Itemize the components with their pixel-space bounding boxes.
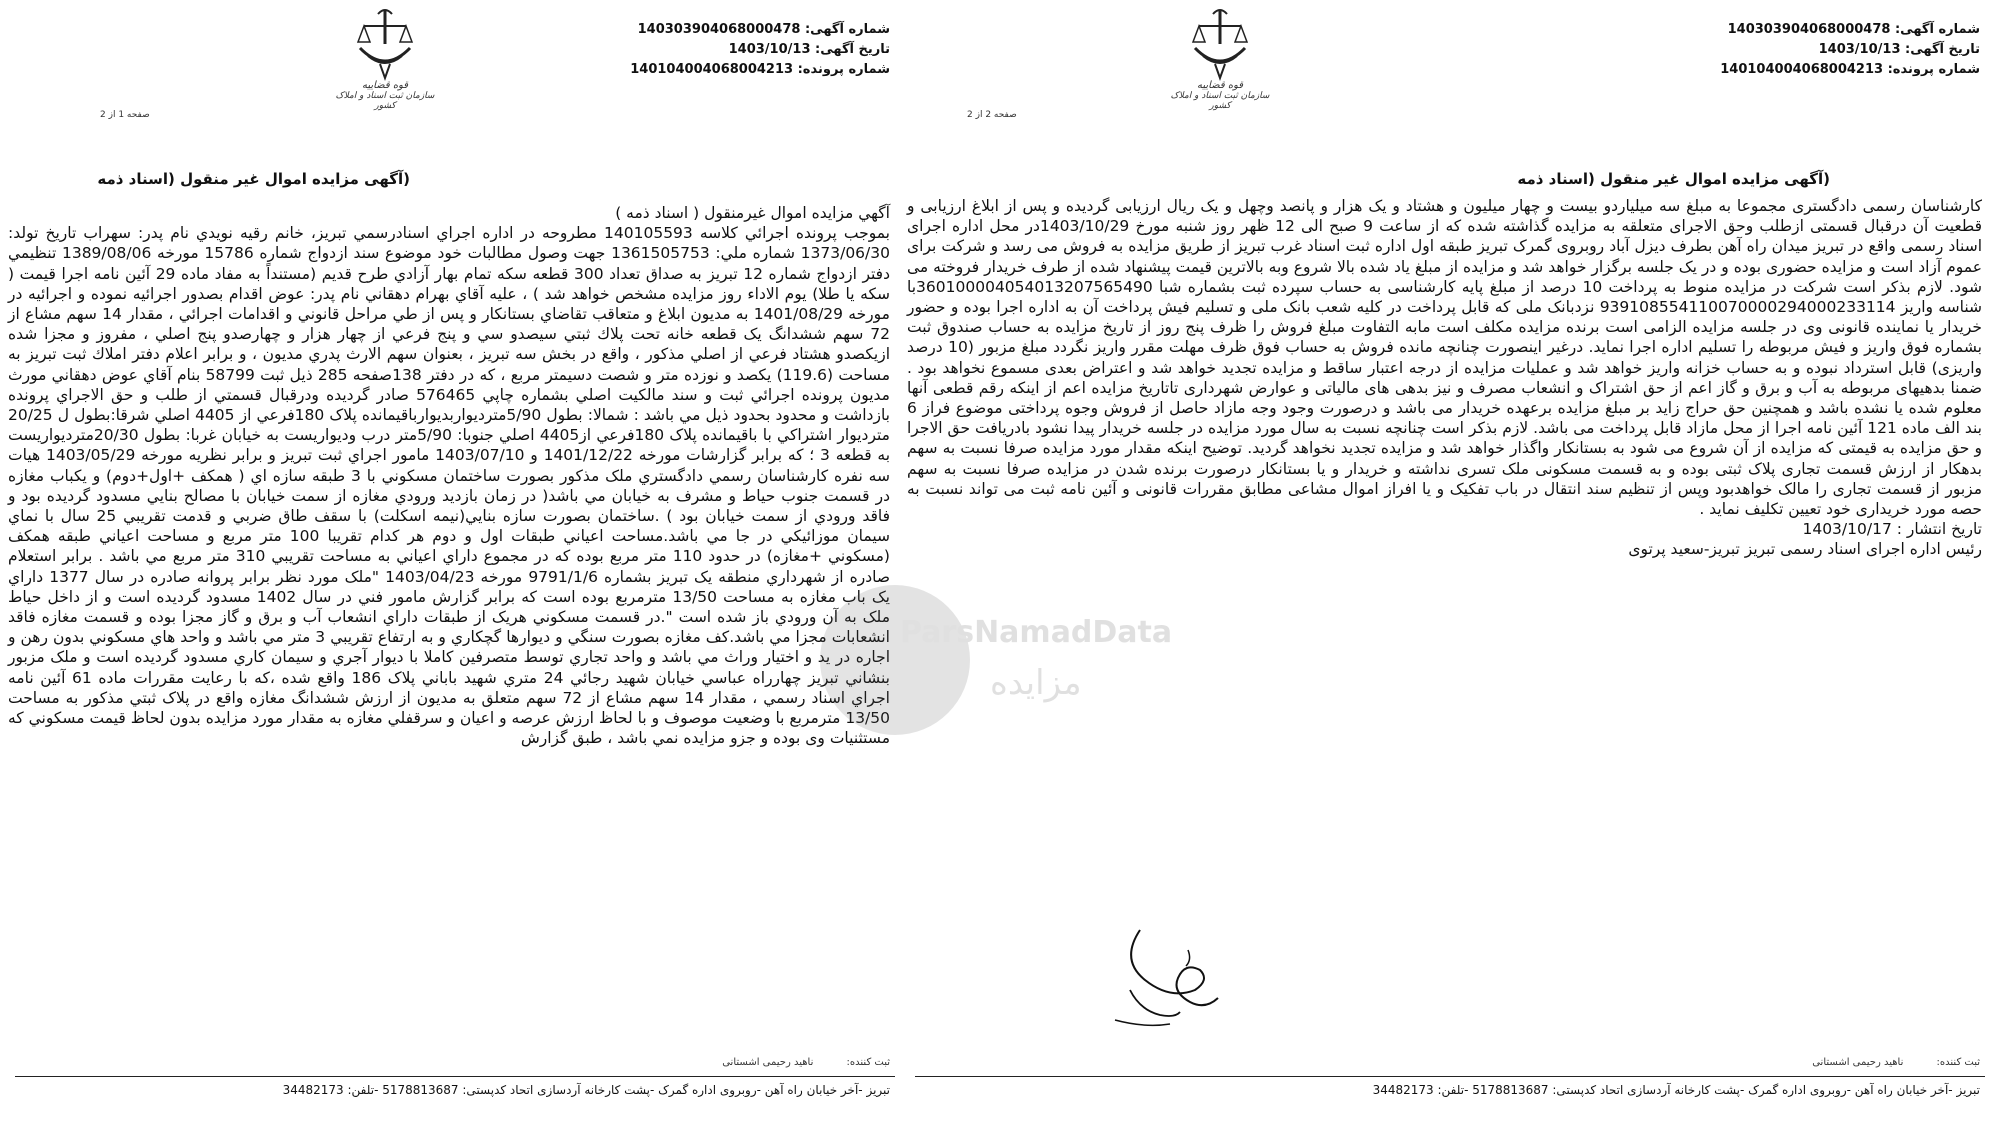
- recorder-labels: [1782, 1057, 1980, 1068]
- ad-number: 140303904068000478: [637, 22, 801, 37]
- ad-number-label: شماره آگهی:: [804, 22, 890, 37]
- ad-date-row: [630, 40, 890, 60]
- judiciary-emblem: [330, 4, 440, 111]
- footer-divider: [15, 1076, 895, 1077]
- body-paragraph: بموجب پرونده اجرائي كلاسه 140105593 مطروحه در اداره اجراي اسنادرسمي تبريز، خانم رقيه نويدي نام پدر: سهراب تاريخ تولد: 1373/06/30 شماره ملي: 1361505753 جهت وصول مطالبات خود موضوع سند ازدواج شماره 15786 مورخه 1389/08/06 تنظيمي دفتر ازدواج شماره 12 تبريز به صداق تعداد 300 قطعه سكه تمام بهار آزادي طرح قديم (مستنداً به مفاد ماده 29 آئين نامه اجرا قيمت ( سكه يا طلا) يوم الاداء روز مزايده مشخص خواهد شد ) ، عليه آقاي بهرام دهقاني نام پدر: عوض اقدام بصدور اجرائيه نموده و اجرائيه در مورخه 1401/08/29 به مديون ابلاغ و متعاقب تقاضاي بستانكار و پس از طي مراحل قانوني و اقدامات اجرائي ، مقدار 14 سهم مشاع از 72 سهم ششدانگ يک قطعه خانه تحت پلاك ثبتي سيصدو سي و پنج فرعي از چهار هزار و چهارصدو پنج اصلي ، مفروز و مجزا شده ازيكصدو هشتاد فرعي از اصلي مذكور ، واقع در بخش سه تبريز ، بعنوان سهم الارث پدري مديون ، و برابر اعلام دفتر املاك ثبت تبريز به مساحت (119.6) يكصد و نوزده متر و شصت دسيمتر مربع ، كه در دفتر 138صفحه 285 ذيل ثبت 58799 بنام آقاي عوض دهقاني مورث مديون پرونده اجرائي ثبت و سند مالكيت اصلي بشماره چاپي 576465 صادر گرديده ودرقبال قسمتي از طلب و حق الاجراي پرونده بازداشت و محدود بحدود ذيل مي باشد : شمالا: بطول 5/90متردیواربديوارباقيمانده پلاک 180فرعي از 4405 اصلي شرقا:بطول ل 20/25 متردیوار اشتراکي با باقيمانده پلاک 180فرعي از4405 اصلي جنوبا: 5/90متر درب وديواريست به خيابان غربا: بطول 20/30متردیواريست به قطعه 3 ؛ كه برابر گزارشات مورخه 1401/12/22 و 1403/07/10 مامور اجراي ثبت تبريز و برابر نظريه مورخه 1403/05/29 هيات سه نفره كارشناسان رسمي دادگستري ملک مذكور بصورت ساختمان مسكوني با 3 طبقه سازه اي ( همكف +اول+دوم) و يكباب مغازه در قسمت جنوب حياط و مشرف به خيابان مي باشد( در زمان بازديد ورودي مغازه از سمت خيابان با مصالح بنايي مسدود گرديده بود و فاقد ورودي از سمت خيابان بود ) .ساختمان بصورت سازه بنايي(نيمه اسكلت) با سقف طاق ضربي و قدمت تقريبي 25 سال با نماي سيمان موزائيكي در جا مي باشد.مساحت اعياني طبقات اول و دوم هر كدام تقريبا 100 متر مربع و مساحت اعياني طبقه همكف (مسكوني +مغازه) در حدود 110 متر مربع بوده كه در مجموع داراي اعياني به مساحت تقريبي 310 متر مربع مي باشد . برابر استعلام صادره از شهرداري منطقه يک تبريز بشماره 9791/1/6 مورخه 1403/04/23 "ملک مورد نظر برابر پروانه صادره در سال 1377 داراي يک باب مغازه به مساحت 13/50 مترمربع بوده است كه برابر گزارش مامور فني در سال 1402 مسدود گرديده است و از داخل حياط ملک به آن ورودي باز شده است ".در قسمت مسكوني هريک از طبقات داراي انشعاب آب و برق و گاز مجزا بوده و قسمت مغازه فاقد انشعابات مجزا مي باشد.كف مغازه بصورت سنگي و ديوارها گچكاري و به ارتفاع تقريبي 3 متر مي باشد و واحد هاي مسكوني بدون رهن و اجاره در يد و اختيار وراث مي باشد و واحد تجاري توسط متصرفين كاملا با ديوار آجري و سيمان كاري مسدود گرديده است و ملک مزبور بنشاني تبريز چهارراه عباسي خيابان شهيد رجائي 24 متري شهيد باباني پلاک 186 واقع شده ،كه با رعايت مقررات ماده 61 آئين نامه اجراي اسناد رسمي ، مقدار 14 سهم مشاع از 72 سهم متعلق به مديون از ارزش ششدانگ مغازه واقع در پلاک ثبتي مذكور به مساحت 13/50 مترمربع با وضعيت موصوف و با لحاظ ارزش عرصه و اعيان و سرقفلي مغازه به مقدار مورد مزايده بدون لحاظ قيمت مسكوني كه مستثنيات وی بوده و جزو مزايده نمي باشد ، طبق گزارش: [8, 224, 891, 748]
- footer-address: تبریز -آخر خیابان راه آهن -روبروی اداره گمرک -پشت کارخانه آردسازی اتحاد کدپستی: 5178813687 -تلفن: 34482173: [282, 1083, 890, 1097]
- handwritten-signature: [1100, 920, 1230, 1034]
- file-number-label: شماره پرونده:: [797, 62, 890, 77]
- watermark-text: ParsNamadData: [900, 615, 1173, 650]
- signatory-line: رئیس اداره اجرای اسناد رسمی تبریز تبریز-سعید پرتوی: [1628, 540, 1982, 559]
- document-body: [907, 196, 1982, 560]
- ad-date: 1403/10/13: [1818, 42, 1901, 57]
- file-number-row: [1720, 60, 1980, 80]
- ad-date: 1403/10/13: [728, 42, 811, 57]
- page-title: (آگهی مزایده اموال غیر منقول (اسناد ذمه: [1517, 170, 1830, 188]
- emblem-icon: [350, 4, 420, 82]
- document-page-1: [0, 0, 900, 1135]
- org-name-line2: سازمان ثبت اسناد و املاک کشور: [1170, 91, 1270, 111]
- body-heading: آگهي مزايده اموال غيرمنقول ( اسناد ذمه ): [615, 204, 890, 222]
- ad-number-row: [630, 20, 890, 40]
- ad-number-label: شماره آگهی:: [1894, 22, 1980, 37]
- ad-meta-block: [630, 20, 890, 80]
- file-number: 140104004068004213: [630, 62, 794, 77]
- recorder-name: ناهید رحیمی اشستانی: [1812, 1057, 1904, 1068]
- ad-number-row: [1720, 20, 1980, 40]
- org-name-line1: قوه قضاییه: [1196, 80, 1244, 91]
- emblem-icon: [1185, 4, 1255, 82]
- ad-number: 140303904068000478: [1727, 22, 1891, 37]
- file-number: 140104004068004213: [1720, 62, 1884, 77]
- recorder-labels: [692, 1057, 890, 1068]
- page-number: صفحه 1 از 2: [100, 110, 150, 120]
- file-number-row: [630, 60, 890, 80]
- judiciary-emblem: [1165, 4, 1275, 111]
- publish-date: تاریخ انتشار : 1403/10/17: [1802, 520, 1982, 539]
- recorder-label: ثبت کننده:: [846, 1057, 890, 1068]
- recorder-name: ناهید رحیمی اشستانی: [722, 1057, 814, 1068]
- page-number: صفحه 2 از 2: [967, 110, 1017, 120]
- page-title: (آگهی مزایده اموال غیر منقول (اسناد ذمه: [97, 170, 410, 188]
- footer-address: تبریز -آخر خیابان راه آهن -روبروی اداره گمرک -پشت کارخانه آردسازی اتحاد کدپستی: 5178813687 -تلفن: 34482173: [1372, 1083, 1980, 1097]
- ad-date-label: تاریخ آگهی:: [1905, 42, 1980, 57]
- signature-icon: [1100, 920, 1230, 1030]
- recorder-label: ثبت کننده:: [1936, 1057, 1980, 1068]
- ad-date-row: [1720, 40, 1980, 60]
- file-number-label: شماره پرونده:: [1887, 62, 1980, 77]
- org-name-line1: قوه قضاییه: [361, 80, 409, 91]
- ad-meta-block: [1720, 20, 1980, 80]
- watermark-text-fa: مزایده: [990, 663, 1082, 703]
- document-body: [8, 203, 890, 748]
- document-page-2: [905, 0, 1990, 1135]
- body-paragraph: کارشناسان رسمی دادگستری مجموعا به مبلغ سه میلیاردو بیست و چهار میلیون و هشتاد و یک هزار و پانصد وچهل و یک ریال ارزیابی گردیده و پس از ابلاغ ارزیابی و قطعیت آن درقبال قسمتی ازطلب وحق الاجرای متعلقه به مزایده گذاشته شده که از ساعت 9 صبح الی 12 ظهر روز شنبه مورخ 1403/10/29در محل اداره اجرای اسناد رسمی واقع در تبریز میدان راه آهن بطرف دیزل آباد روبروی گمرک تبریز طبقه اول اداره ثبت اسناد غرب تبریز از طریق مزایده به فروش می رسد و شرکت برای عموم آزاد است و مزایده حضوری بوده و در یک جلسه برگزار خواهد شد و مزایده از مبلغ یاد شده بالا شروع وبه بالاترین قیمت پیشنهاد شده از طرف خریدار فروخته می شود. لازم بذکر است شرکت در مزایده منوط به پرداخت 10 درصد از مبلغ پایه کارشناسی به حساب سپرده ثبت بشماره شبا 360100004054013207565490با شناسه واریز 939108554110070000294000233114 نزدبانک ملی که قابل پرداخت در کلیه شعب بانک ملی و تسلیم فیش پرداخت آن به اداره اجرا بوده و حضور خریدار یا نماینده قانونی وی در جلسه مزایده الزامی است برنده مزایده مکلف است مابه التفاوت مبلغ فروش را ظرف پنج روز از تاریخ مزایده به حساب صندوق ثبت بشماره فوق واریز و فیش مربوطه را تسلیم اداره اجرا نماید. درغیر اینصورت چنانچه مانده فروش به حساب فوق ظرف مهلت مقرر واریز نگردد مبلغ مزبور (10 درصد واریزی) قابل استرداد نبوده و به حساب خزانه واریز خواهد شد و عملیات مزایده از درجه اعتبار ساقط و مزایده تجدید خواهد شد و اعتراض بعدی مسموع نخواهد بود . ضمنا بدهیهای مربوطه به آب و برق و گاز اعم از حق اشتراک و انشعاب مصرف و نیز بدهی های مالیاتی و عوارض شهرداری تاتاریخ مزایده اعم از اینکه رقم قطعی آنها معلوم شده یا نشده باشد و همچنین حق حراج زاید بر مبلغ مزایده برعهده خریدار می باشد و درصورت وجود وجه مازاد حاصل از فروش وجوه پرداختی موضوع فراز 6 بند الف ماده 121 آئین نامه اجرا از محل مازاد قابل پرداخت می باشد. لازم بذکر است چنانچه نسبت به سال مورد مزایده در جلسه خریدار پیدا نشود بادریافت حق الاجرا و حق مزایده به قیمتی که مزایده از آن شروع می شود به بستانکار واگذار خواهد شد و مزایده تجدید نخواهد گردید. توضیح اینکه مقدار مورد مزایده صرفا نسبت به سهم بدهکار از ارزش قسمت تجاری پلاک ثبتی بوده و به قسمت مسکونی ملک تسری نداشته و خریدار و یا بستانکار درصورت برنده شدن در مزایده صرفا نسبت به سهم مزبور از قسمت تجاری را مالک خواهدبود وپس از تنظیم سند انتقال در باب تفکیک و یا افراز اموال مشاعی مطابق مقررات قانونی و آئین نامه ثبت می تواند نسبت به حصه مورد خریداری خود تعیین تکلیف نماید .: [907, 197, 1982, 519]
- org-name-line2: سازمان ثبت اسناد و املاک کشور: [335, 91, 435, 111]
- ad-date-label: تاریخ آگهی:: [815, 42, 890, 57]
- footer-divider: [915, 1076, 1985, 1077]
